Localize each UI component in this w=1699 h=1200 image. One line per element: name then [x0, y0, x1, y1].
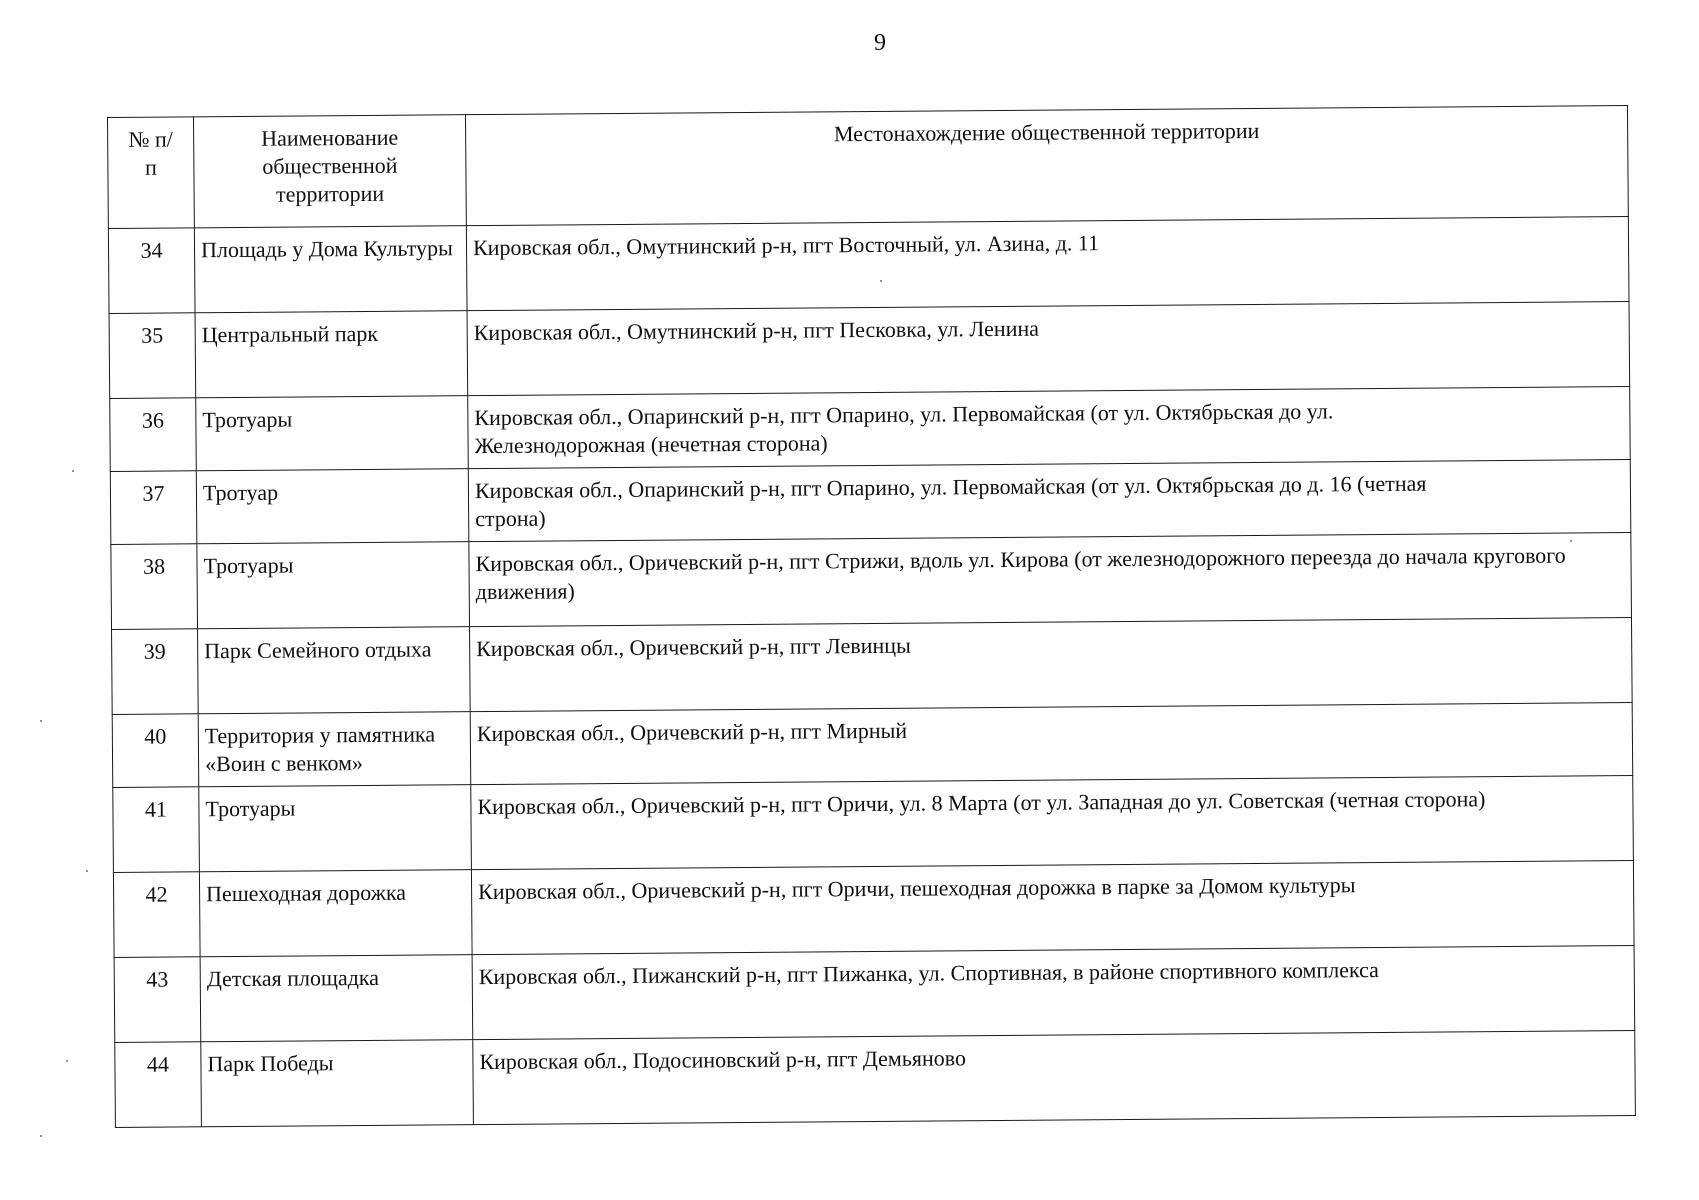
row-num: 40 — [112, 714, 199, 788]
row-name: Парк Семейного отдыха — [198, 627, 471, 714]
scan-speck — [1570, 540, 1572, 542]
row-num: 37 — [110, 471, 197, 545]
table-row — [111, 533, 1632, 630]
table-row — [115, 1031, 1636, 1128]
row-location: Кировская обл., Оричевский р-н, пгт Стрижи, вдоль ул. Кирова (от железнодорожного переезда до начала кругового движения) — [469, 533, 1632, 627]
row-location: Кировская обл., Оричевский р-н, пгт Мирный — [470, 703, 1633, 785]
table-header — [108, 106, 1629, 229]
row-location: Кировская обл., Омутнинский р-н, пгт Восточный, ул. Азина, д. 11 — [466, 217, 1629, 311]
table-row — [108, 217, 1629, 314]
row-location: Кировская обл., Оричевский р-н, пгт Оричи, ул. 8 Марта (от ул. Западная до ул. Советская (четная сторона) — [471, 776, 1634, 870]
row-num: 35 — [109, 313, 196, 399]
row-name: Тротуар — [196, 469, 469, 544]
table-body — [108, 217, 1635, 1128]
row-num: 41 — [113, 787, 200, 873]
row-name: Парк Победы — [201, 1040, 474, 1127]
row-name: Тротуары — [199, 785, 472, 872]
row-num: 38 — [111, 544, 198, 630]
row-name: Пешеходная дорожка — [199, 870, 472, 957]
table-row — [114, 946, 1635, 1043]
table-row — [113, 861, 1634, 958]
row-location: Кировская обл., Опаринский р-н, пгт Опарино, ул. Первомайская (от ул. Октябрьская до д. 16 (четная строна) — [468, 460, 1631, 542]
row-name: Детская площадка — [200, 955, 473, 1042]
row-num: 42 — [113, 872, 200, 958]
row-name: Территория у памятника «Воин с венком» — [198, 712, 471, 787]
scan-speck — [40, 1135, 42, 1137]
row-location: Кировская обл., Подосиновский р-н, пгт Демьяново — [473, 1031, 1636, 1125]
scan-speck — [880, 280, 882, 282]
header-name: Наименование общественной территории — [194, 115, 467, 228]
row-location: Кировская обл., Пижанский р-н, пгт Пижанка, ул. Спортивная, в районе спортивного комплекса — [472, 946, 1635, 1040]
header-row — [108, 106, 1629, 229]
row-location: Кировская обл., Омутнинский р-н, пгт Песковка, ул. Ленина — [467, 302, 1630, 396]
header-location: Местонахождение общественной территории — [465, 106, 1628, 226]
table-row — [113, 776, 1634, 873]
scan-speck — [66, 1060, 68, 1062]
row-location: Кировская обл., Оричевский р-н, пгт Оричи, пешеходная дорожка в парке за Домом культуры — [471, 861, 1634, 955]
scan-speck — [86, 870, 88, 872]
row-num: 43 — [114, 957, 201, 1043]
territories-table — [107, 105, 1636, 1128]
row-name: Тротуары — [197, 542, 470, 629]
header-num: № п/п — [108, 117, 195, 229]
table-row — [110, 460, 1631, 545]
row-location: Кировская обл., Оричевский р-н, пгт Левинцы — [470, 618, 1633, 712]
row-num: 34 — [108, 228, 195, 314]
row-name: Площадь у Дома Культуры — [194, 226, 467, 313]
row-name: Тротуары — [196, 396, 469, 471]
row-name: Центральный парк — [195, 311, 468, 398]
row-num: 39 — [112, 629, 199, 715]
row-num: 44 — [115, 1042, 202, 1128]
table-row — [112, 618, 1633, 715]
table-row — [109, 302, 1630, 399]
scan-speck — [72, 470, 74, 472]
scan-speck — [40, 720, 42, 722]
row-num: 36 — [110, 398, 197, 472]
row-location: Кировская обл., Опаринский р-н, пгт Опарино, ул. Первомайская (от ул. Октябрьская до ул. Железнодорожная (нечетная сторона) — [468, 387, 1631, 469]
table-row — [112, 703, 1633, 788]
table-row — [110, 387, 1631, 472]
page-number: 9 — [874, 30, 886, 56]
